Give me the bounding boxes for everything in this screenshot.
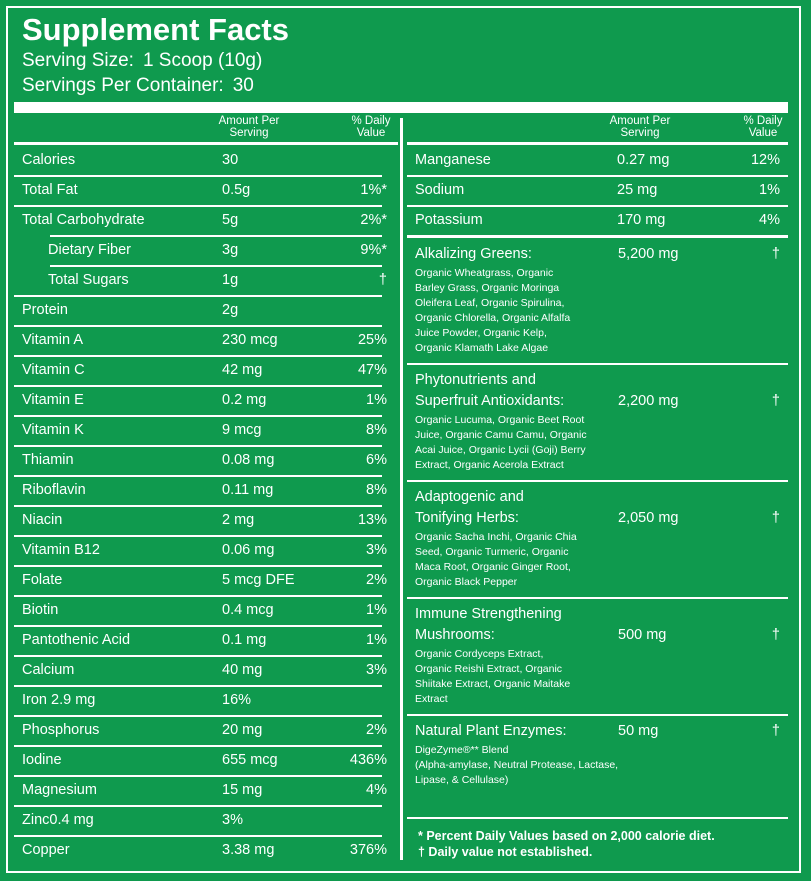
blend-dv: † bbox=[771, 246, 780, 262]
blend-ingredient: Barley Grass, Organic Moringa bbox=[415, 282, 560, 294]
nutrient-amount: 5g bbox=[222, 212, 239, 228]
nutrient-amount: 30 bbox=[222, 152, 239, 168]
nutrient-name: Phosphorus bbox=[22, 722, 100, 738]
row-divider bbox=[14, 205, 382, 207]
blend-ingredient: Seed, Organic Turmeric, Organic bbox=[415, 546, 569, 558]
footnote-not-established: † Daily value not established. bbox=[418, 845, 593, 859]
nutrient-name: Vitamin K bbox=[22, 422, 84, 438]
nutrient-amount: 42 mg bbox=[222, 362, 263, 378]
blend-divider bbox=[407, 363, 788, 365]
mineral-amount: 0.27 mg bbox=[617, 152, 670, 168]
blend-amount: 5,200 mg bbox=[618, 246, 679, 262]
blend-dv: † bbox=[771, 393, 780, 409]
nutrient-dv: 47% bbox=[357, 362, 387, 378]
footnote-daily-values: * Percent Daily Values based on 2,000 calorie diet. bbox=[418, 829, 715, 843]
right-amount-header: Amount Per Serving bbox=[609, 115, 671, 139]
nutrient-amount: 0.1 mg bbox=[222, 632, 267, 648]
mineral-dv: 12% bbox=[750, 152, 780, 168]
nutrient-dv: 376% bbox=[349, 842, 387, 858]
nutrient-amount: 0.06 mg bbox=[222, 542, 275, 558]
nutrient-amount: 0.4 mcg bbox=[222, 602, 274, 618]
row-divider bbox=[14, 655, 382, 657]
blend-ingredient: DigeZyme®** Blend bbox=[415, 744, 509, 756]
nutrient-amount: 2g bbox=[222, 302, 239, 318]
nutrient-name: Total Sugars bbox=[48, 272, 129, 288]
nutrient-dv: 8% bbox=[366, 422, 387, 438]
nutrient-name: Iodine bbox=[22, 752, 62, 768]
nutrient-name: Protein bbox=[22, 302, 68, 318]
nutrient-name: Folate bbox=[22, 572, 63, 588]
blend-divider bbox=[407, 714, 788, 716]
blend-ingredient: Extract, Organic Acerola Extract bbox=[415, 459, 564, 471]
nutrient-dv: 1%* bbox=[360, 182, 387, 198]
blend-name: Tonifying Herbs: bbox=[415, 510, 519, 526]
row-divider bbox=[14, 175, 382, 177]
nutrient-dv: 9%* bbox=[360, 242, 387, 258]
mineral-dv: 1% bbox=[759, 182, 780, 198]
nutrient-amount: 0.11 mg bbox=[222, 482, 274, 498]
row-divider bbox=[407, 235, 788, 238]
nutrient-name: Total Carbohydrate bbox=[22, 212, 145, 228]
row-divider bbox=[14, 805, 382, 807]
nutrient-amount: 5 mcg DFE bbox=[222, 572, 295, 588]
blend-amount: 2,200 mg bbox=[618, 393, 679, 409]
blend-divider bbox=[407, 817, 788, 819]
nutrient-name: Vitamin C bbox=[22, 362, 85, 378]
nutrient-amount: 16% bbox=[222, 692, 252, 708]
nutrient-amount: 15 mg bbox=[222, 782, 263, 798]
nutrient-dv: 2% bbox=[366, 722, 387, 738]
row-divider bbox=[14, 715, 382, 717]
row-divider bbox=[14, 745, 382, 747]
nutrient-name: Niacin bbox=[22, 512, 63, 528]
nutrient-amount: 3% bbox=[222, 812, 243, 828]
nutrient-name: Calcium bbox=[22, 662, 75, 678]
blend-ingredient: Organic Wheatgrass, Organic bbox=[415, 267, 554, 279]
row-divider bbox=[14, 625, 382, 627]
nutrient-dv: 436% bbox=[349, 752, 387, 768]
nutrient-amount: 655 mcg bbox=[222, 752, 278, 768]
row-divider bbox=[14, 475, 382, 477]
mineral-amount: 170 mg bbox=[617, 212, 666, 228]
nutrient-name: Copper bbox=[22, 842, 70, 858]
blend-ingredient: Organic Cordyceps Extract, bbox=[415, 648, 544, 660]
row-divider bbox=[14, 835, 382, 837]
blend-name: Superfruit Antioxidants: bbox=[415, 393, 565, 409]
left-amount-header: Amount Per Serving bbox=[218, 115, 280, 139]
nutrient-name: Total Fat bbox=[22, 182, 78, 198]
nutrient-name: Thiamin bbox=[22, 452, 74, 468]
blend-divider bbox=[407, 597, 788, 599]
nutrient-name: Calories bbox=[22, 152, 76, 168]
nutrient-dv: 3% bbox=[366, 662, 387, 678]
blend-name: Immune Strengthening bbox=[415, 606, 562, 622]
left-header-rule bbox=[14, 142, 398, 145]
mineral-amount: 25 mg bbox=[617, 182, 658, 198]
nutrient-dv: 1% bbox=[366, 392, 387, 408]
blend-ingredient: Lipase, & Cellulase) bbox=[415, 774, 509, 786]
blend-dv: † bbox=[771, 510, 780, 526]
blend-name: Natural Plant Enzymes: bbox=[415, 723, 567, 739]
blend-amount: 50 mg bbox=[618, 723, 659, 739]
nutrient-dv: 2% bbox=[366, 572, 387, 588]
blend-name: Phytonutrients and bbox=[415, 372, 536, 388]
mineral-dv: 4% bbox=[759, 212, 780, 228]
row-divider bbox=[14, 295, 382, 297]
nutrient-amount: 0.2 mg bbox=[222, 392, 267, 408]
row-divider bbox=[407, 205, 788, 207]
nutrient-name: Magnesium bbox=[22, 782, 97, 798]
nutrient-dv: 3% bbox=[366, 542, 387, 558]
blend-divider bbox=[407, 480, 788, 482]
blend-ingredient: Organic Klamath Lake Algae bbox=[415, 342, 549, 354]
nutrient-name: Vitamin E bbox=[22, 392, 84, 408]
title-rule bbox=[14, 102, 788, 113]
mineral-name: Manganese bbox=[415, 152, 491, 168]
nutrient-dv: 8% bbox=[366, 482, 387, 498]
blend-ingredient: Shiitake Extract, Organic Maitake bbox=[415, 678, 571, 690]
nutrient-amount: 1g bbox=[222, 272, 239, 288]
left-dv-header: % Daily Value bbox=[351, 115, 391, 139]
blend-ingredient: Organic Black Pepper bbox=[415, 576, 518, 588]
nutrient-amount: 2 mg bbox=[222, 512, 255, 528]
nutrient-name: Iron 2.9 mg bbox=[22, 692, 96, 708]
label-title: Supplement Facts bbox=[22, 12, 289, 47]
nutrient-dv: † bbox=[378, 272, 387, 288]
nutrient-dv: 4% bbox=[366, 782, 387, 798]
row-divider bbox=[14, 445, 382, 447]
blend-ingredient: Juice Powder, Organic Kelp, bbox=[415, 327, 547, 339]
blend-ingredient: Organic Sacha Inchi, Organic Chia bbox=[415, 531, 577, 543]
row-divider bbox=[14, 505, 382, 507]
row-divider bbox=[14, 325, 382, 327]
nutrient-name: Vitamin A bbox=[22, 332, 83, 348]
nutrient-amount: 0.08 mg bbox=[222, 452, 275, 468]
row-divider bbox=[50, 235, 382, 237]
blend-name: Alkalizing Greens: bbox=[415, 246, 532, 262]
nutrient-dv: 2%* bbox=[360, 212, 387, 228]
row-divider bbox=[14, 685, 382, 687]
blend-ingredient: Acai Juice, Organic Lycii (Goji) Berry bbox=[415, 444, 586, 456]
nutrient-name: Dietary Fiber bbox=[48, 242, 131, 258]
nutrient-name: Riboflavin bbox=[22, 482, 86, 498]
nutrient-dv: 1% bbox=[366, 602, 387, 618]
nutrient-name: Biotin bbox=[22, 602, 59, 618]
row-divider bbox=[14, 355, 382, 357]
blend-ingredient: Maca Root, Organic Ginger Root, bbox=[415, 561, 571, 573]
right-dv-header: % Daily Value bbox=[743, 115, 783, 139]
nutrient-amount: 3.38 mg bbox=[222, 842, 275, 858]
nutrient-dv: 13% bbox=[357, 512, 387, 528]
nutrient-name: Vitamin B12 bbox=[22, 542, 100, 558]
row-divider bbox=[50, 265, 382, 267]
blend-ingredient: (Alpha-amylase, Neutral Protease, Lactase, bbox=[415, 759, 619, 771]
nutrient-amount: 3g bbox=[222, 242, 239, 258]
right-header-rule bbox=[407, 142, 788, 145]
serving-size: Serving Size: 1 Scoop (10g) bbox=[22, 50, 263, 71]
column-divider bbox=[400, 118, 403, 860]
blend-ingredient: Juice, Organic Camu Camu, Organic bbox=[415, 429, 587, 441]
mineral-name: Sodium bbox=[415, 182, 465, 198]
mineral-name: Potassium bbox=[415, 212, 483, 228]
nutrient-name: Pantothenic Acid bbox=[22, 632, 131, 648]
nutrient-amount: 20 mg bbox=[222, 722, 263, 738]
blend-ingredient: Organic Chlorella, Organic Alfalfa bbox=[415, 312, 571, 324]
blend-amount: 500 mg bbox=[618, 627, 667, 643]
row-divider bbox=[14, 535, 382, 537]
blend-amount: 2,050 mg bbox=[618, 510, 679, 526]
nutrient-dv: 6% bbox=[366, 452, 387, 468]
blend-dv: † bbox=[771, 723, 780, 739]
row-divider bbox=[14, 565, 382, 567]
nutrient-dv: 1% bbox=[366, 632, 387, 648]
row-divider bbox=[14, 415, 382, 417]
blend-ingredient: Organic Reishi Extract, Organic bbox=[415, 663, 563, 675]
blend-ingredient: Extract bbox=[415, 693, 448, 705]
nutrient-amount: 0.5g bbox=[222, 182, 251, 198]
nutrient-dv: 25% bbox=[357, 332, 387, 348]
row-divider bbox=[407, 175, 788, 177]
row-divider bbox=[14, 595, 382, 597]
row-divider bbox=[14, 385, 382, 387]
nutrient-amount: 40 mg bbox=[222, 662, 263, 678]
nutrient-amount: 9 mcg bbox=[222, 422, 262, 438]
nutrient-name: Zinc0.4 mg bbox=[22, 812, 94, 828]
blend-ingredient: Oleifera Leaf, Organic Spirulina, bbox=[415, 297, 565, 309]
blend-dv: † bbox=[771, 627, 780, 643]
blend-name: Mushrooms: bbox=[415, 627, 495, 643]
nutrient-amount: 230 mcg bbox=[222, 332, 278, 348]
blend-ingredient: Organic Lucuma, Organic Beet Root bbox=[415, 414, 585, 426]
row-divider bbox=[14, 775, 382, 777]
blend-name: Adaptogenic and bbox=[415, 489, 524, 505]
servings-per-container: Servings Per Container: 30 bbox=[22, 75, 254, 96]
